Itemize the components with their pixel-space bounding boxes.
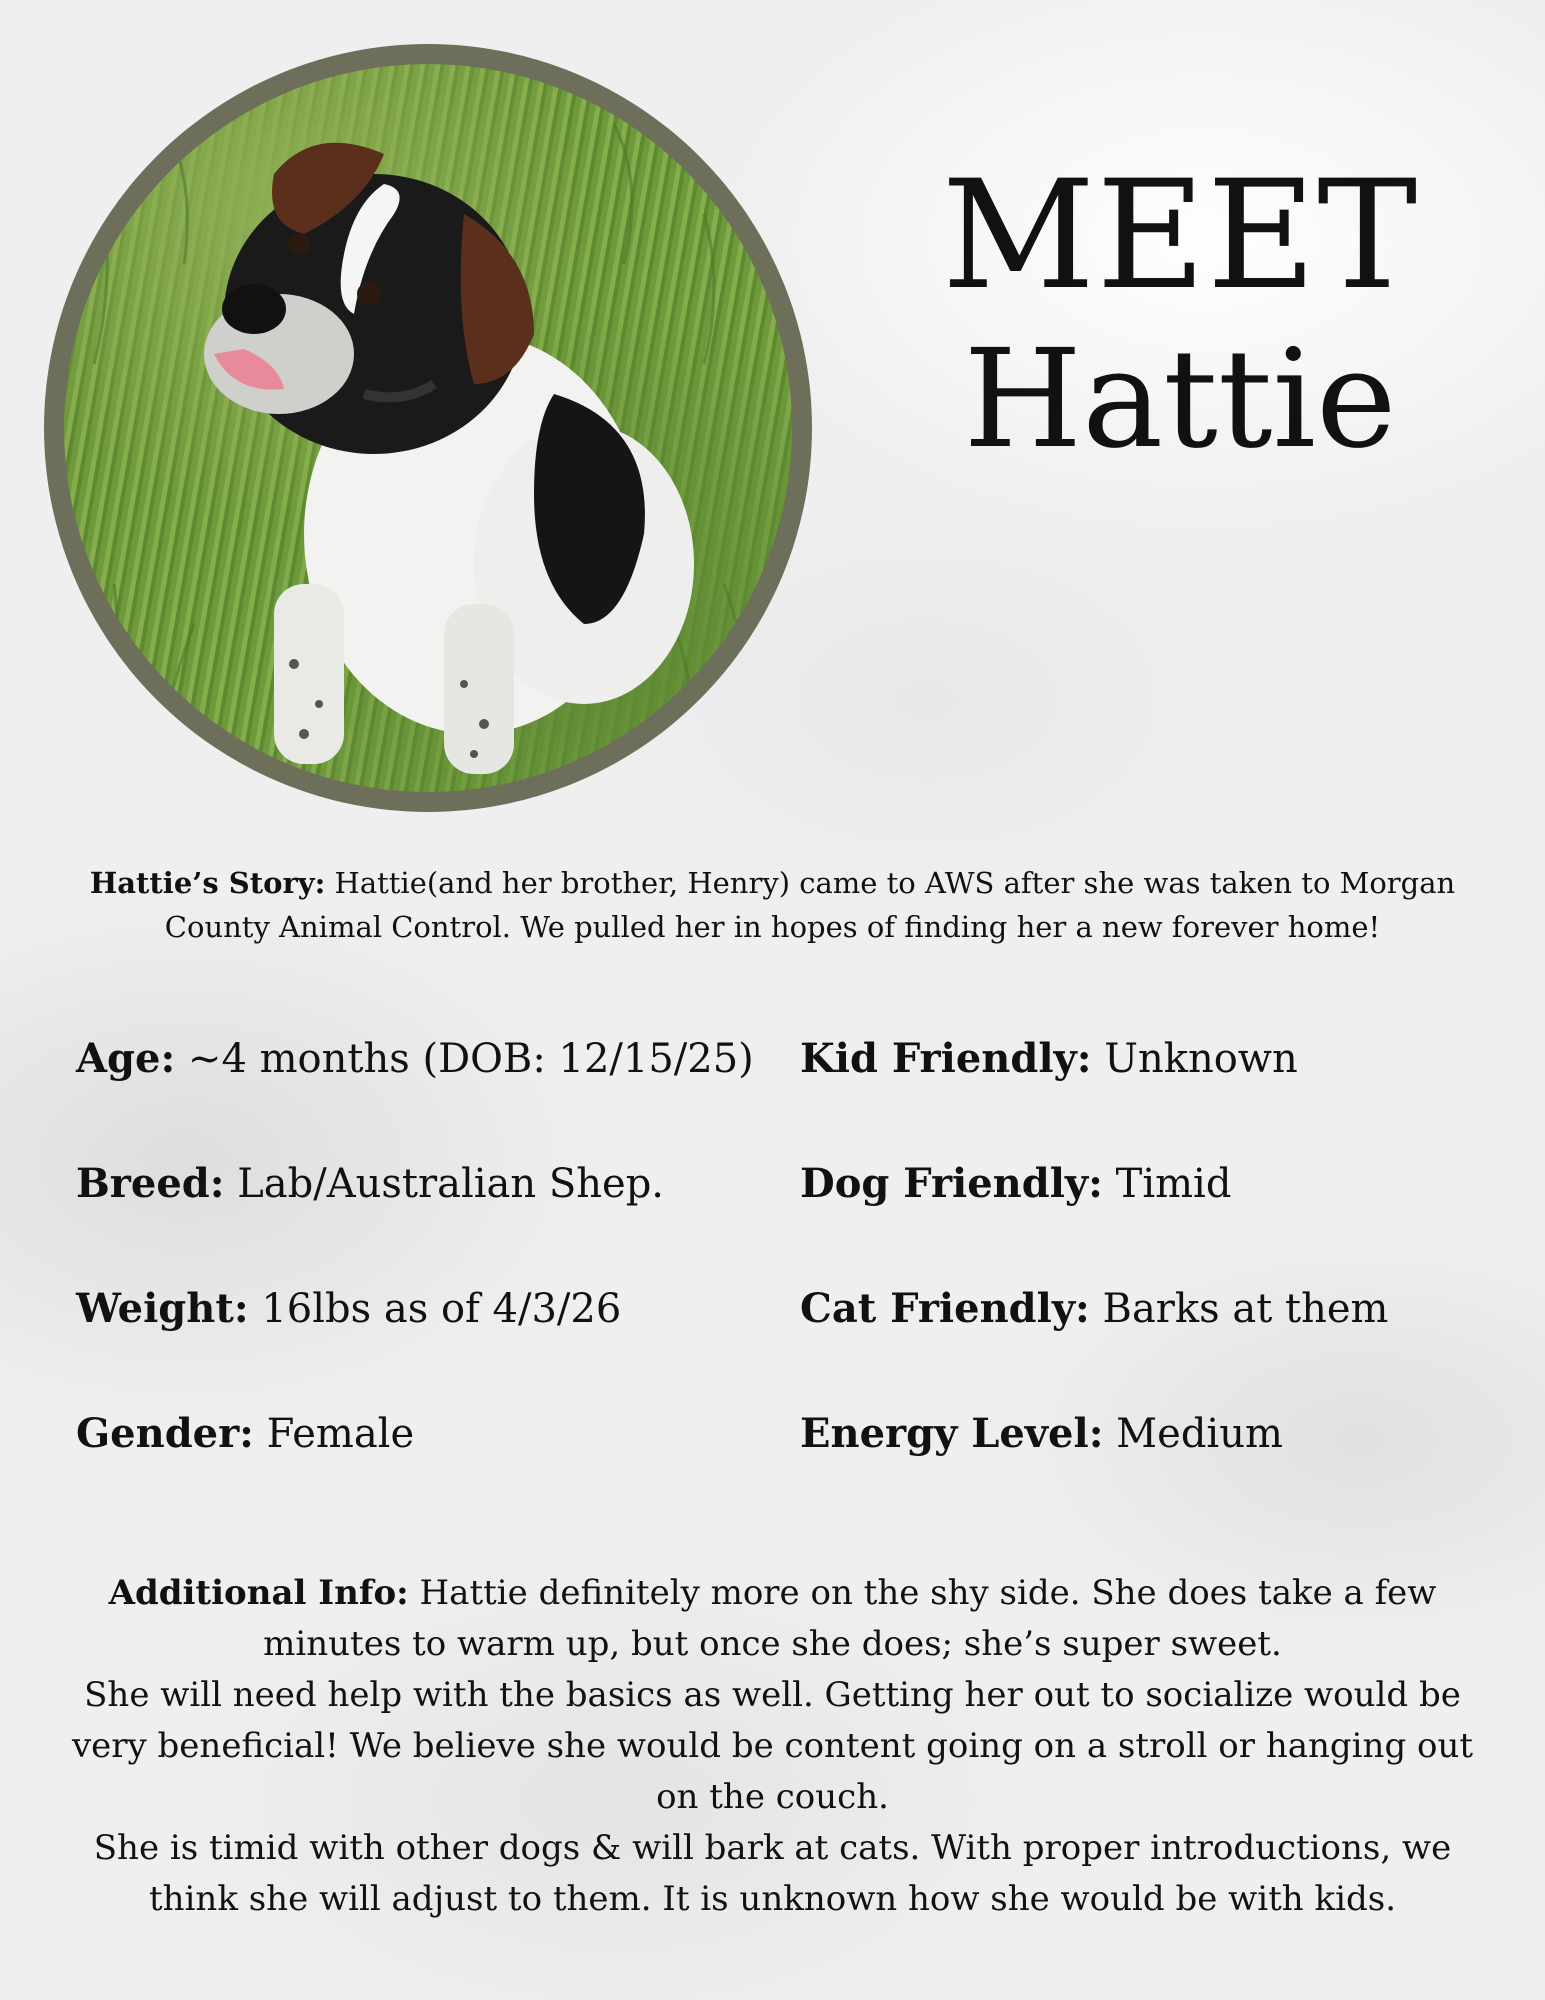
facts-left-column: [76, 1035, 754, 1535]
fact-value: Female: [253, 1411, 415, 1457]
dog-photo: [64, 64, 792, 792]
additional-line-1: [60, 1568, 1485, 1670]
fact-label: Age:: [76, 1035, 176, 1082]
fact-value: Medium: [1103, 1411, 1283, 1457]
dog-illustration: [64, 64, 792, 792]
additional-text-1: Hattie definitely more on the shy side. She does take a few minutes to warm up, but once she does; she’s super sweet.: [263, 1573, 1437, 1664]
fact-dog-friendly: [800, 1160, 1388, 1285]
title-name: Hattie: [963, 321, 1397, 479]
fact-age: [76, 1035, 754, 1160]
fact-gender: [76, 1410, 754, 1535]
fact-label: Gender:: [76, 1410, 254, 1457]
fact-label: Energy Level:: [800, 1410, 1104, 1457]
fact-label: Dog Friendly:: [800, 1160, 1103, 1207]
fact-label: Kid Friendly:: [800, 1035, 1092, 1082]
fact-kid-friendly: [800, 1035, 1388, 1160]
fact-value: 16lbs as of 4/3/26: [248, 1286, 622, 1332]
fact-label: Breed:: [76, 1160, 225, 1207]
title-meet: MEET: [941, 149, 1419, 323]
fact-value: Barks at them: [1089, 1286, 1389, 1332]
fact-weight: [76, 1285, 754, 1410]
additional-line-2: She will need help with the basics as well. Getting her out to socialize would be very beneficial! We believe she would be content going on a stroll or hanging out on the couch.: [71, 1675, 1474, 1817]
fact-label: Cat Friendly:: [800, 1285, 1090, 1332]
facts-right-column: [800, 1035, 1388, 1535]
story-text: Hattie(and her brother, Henry) came to AWS after she was taken to Morgan County Animal Control. We pulled her in hopes of finding her a new forever home!: [164, 866, 1456, 944]
fact-value: Timid: [1102, 1161, 1232, 1207]
page-title: [880, 149, 1480, 479]
story-paragraph: [80, 862, 1465, 949]
additional-line-3: She is timid with other dogs & will bark at cats. With proper introductions, we think she will adjust to them. It is unknown how she would be with kids.: [93, 1828, 1452, 1919]
fact-cat-friendly: [800, 1285, 1388, 1410]
story-label: Hattie’s Story:: [89, 866, 326, 900]
additional-label: Additional Info:: [108, 1573, 409, 1613]
fact-breed: [76, 1160, 754, 1285]
fact-energy-level: [800, 1410, 1388, 1535]
fact-value: Lab/Australian Shep.: [224, 1161, 665, 1207]
fact-label: Weight:: [76, 1285, 249, 1332]
photo-frame: [44, 44, 812, 812]
fact-value: ~4 months (DOB: 12/15/25): [175, 1036, 754, 1082]
fact-value: Unknown: [1091, 1036, 1298, 1082]
additional-info: [60, 1568, 1485, 1925]
